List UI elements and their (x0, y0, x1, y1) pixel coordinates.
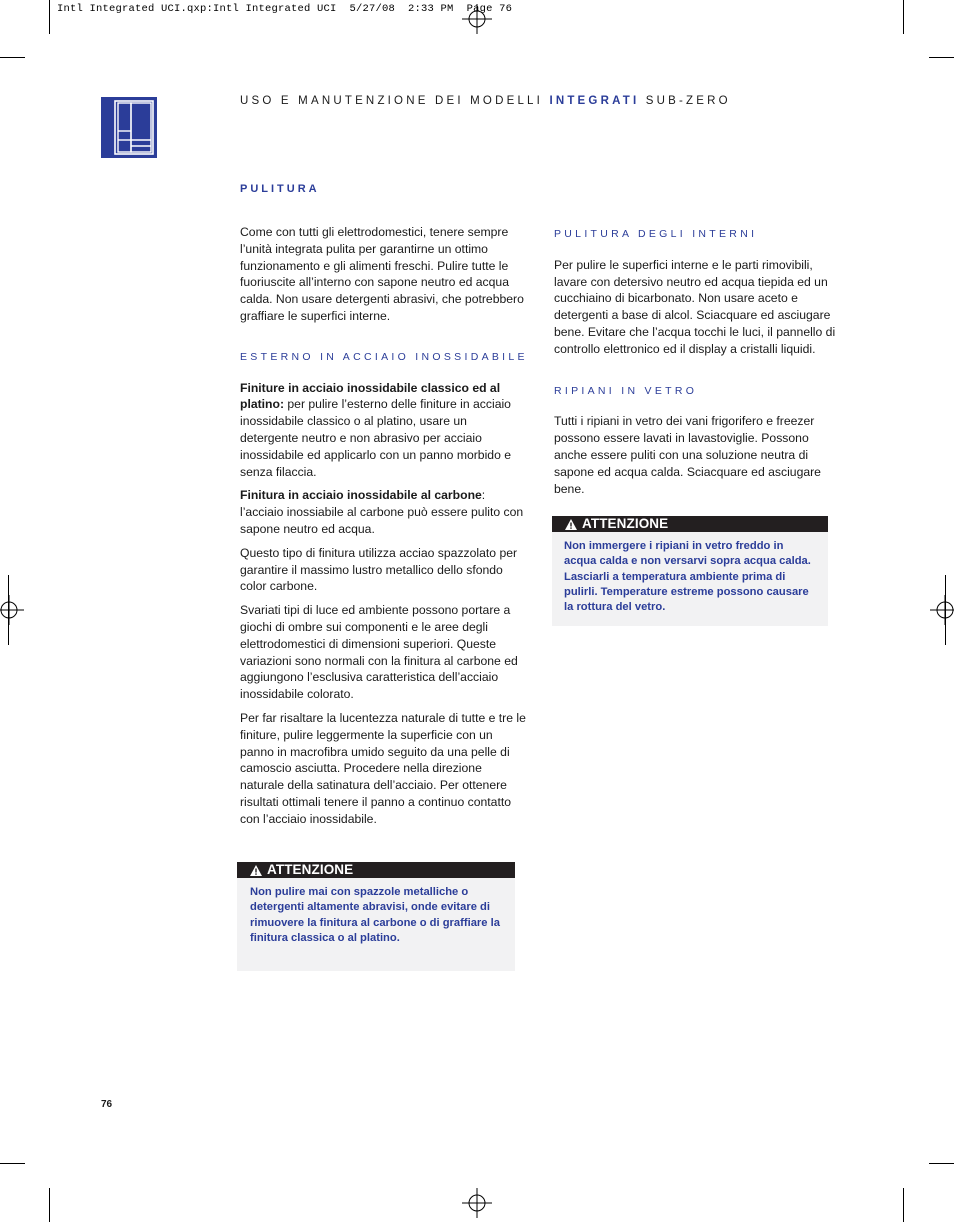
subheading-glass-shelves: RIPIANI IN VETRO (554, 384, 698, 397)
registration-mark-icon (0, 595, 24, 625)
warning-label: ATTENZIONE (582, 516, 669, 531)
left-column (240, 224, 528, 835)
bold-lead: Finiture in acciaio inossidabile classico ed al platino: (240, 380, 501, 412)
warning-header (552, 516, 828, 532)
registration-mark-icon (462, 1188, 492, 1218)
paragraph-interior: Per pulire le superfici interne e le parti rimovibili, lavare con detersivo neutro ed acqua tiepida ed un cucchiaino di bicarbonato. Non usare aceto e detergenti a base di alcol. Sciacquare ed asciugare bene. Evitare che l’acqua tocchi le luci, il pannello di controllo elettronico ed il display a cristalli liquidi. (554, 257, 836, 356)
header-suffix: SUB-ZERO (645, 95, 731, 107)
warning-triangle-icon (250, 865, 262, 876)
page-number: 76 (101, 1099, 113, 1110)
subheading-interior: PULITURA DEGLI INTERNI (554, 228, 758, 240)
print-slug: Intl Integrated UCI.qxp:Intl Integrated UCI 5/27/08 2:33 PM Page 76 (57, 3, 513, 15)
header-prefix: USO E MANUTENZIONE DEI MODELLI (240, 95, 544, 107)
paragraph-classic-platinum (240, 380, 528, 481)
subheading-stainless: ESTERNO IN ACCIAIO INOSSIDABILE (240, 350, 528, 363)
paragraph-brushed: Questo tipo di finitura utilizza acciao spazzolato per garantire il massimo lustro metallico dello sfondo color carbone. (240, 545, 518, 594)
page-header (240, 95, 731, 107)
warning-label: ATTENZIONE (267, 862, 354, 877)
paragraph-text: l’acciaio inossiabile al carbone può essere pulito con sapone neutro ed acqua. (240, 505, 524, 536)
appliance-logo-icon (101, 97, 157, 158)
paragraph-colon: : (481, 488, 486, 503)
right-column (554, 226, 838, 504)
warning-box-left (237, 862, 515, 971)
warning-header (237, 862, 515, 878)
paragraph-text: per pulire l’esterno delle finiture in acciaio inossidabile classico o al platino, usare un detergente neutro e non abrasivo per acciaio inossidabile ed applicarlo con un panno morbido e senza filaccia. (240, 397, 512, 479)
warning-text: Non immergere i ripiani in vetro freddo in acqua calda e non versarvi sopra acqua calda. Lasciarli a temperatura ambiente prima di pulirli. Temperature estreme possono causare la rottura del vetro. (564, 540, 811, 614)
warning-text: Non pulire mai con spazzole metalliche o detergenti altamente abravisi, onde evitare di rimuovere la finitura al carbone o di graffiare la finitura classica o al platino. (250, 886, 500, 944)
bold-lead: Finitura in acciaio inossidabile al carbone (240, 488, 482, 503)
paragraph-lighting: Svariati tipi di luce ed ambiente possono portare a giochi di ombre sui componenti e le aree degli elettrodomestici di dimensioni superiori. Queste variazioni sono normali con la finitura al carbone ed aggiungono l’esclusiva caratteristica dell’acciaio inossidabile colorato. (240, 603, 518, 702)
paragraph-polish: Per far risaltare la lucentezza naturale di tutte e tre le finiture, pulire leggermente la superficie con un panno in macrofibra umido seguito da una pelle di camoscio asciutta. Procedere nella direzione naturale della satinatura dell’acciaio. Per ottenere risultati ottimali tenere il panno a continuo contatto con l’acciaio inossidabile. (240, 710, 526, 826)
header-highlight: INTEGRATI (549, 95, 640, 107)
paragraph-carbon (240, 487, 528, 537)
warning-triangle-icon (565, 519, 577, 530)
intro-paragraph: Come con tutti gli elettrodomestici, tenere sempre l’unità integrata pulita per garantirne un ottimo funzionamento e gli alimenti freschi. Pulire tutte le fuoriuscite all’interno con sapone neutro ed acqua calda. Non usare detergenti abrasivi, che potrebbero graffiare le superfici interne. (240, 225, 524, 323)
warning-box-right (552, 516, 828, 626)
registration-mark-icon (930, 595, 954, 625)
registration-mark-icon (462, 4, 492, 34)
section-title: PULITURA (240, 183, 320, 195)
paragraph-glass-shelves: Tutti i ripiani in vetro dei vani frigorifero e freezer possono essere lavati in lavastoviglie. Possono anche essere puliti con una soluzione neutra di sapone ed acqua calda. Sciacquare ed asciugare bene. (554, 414, 821, 496)
